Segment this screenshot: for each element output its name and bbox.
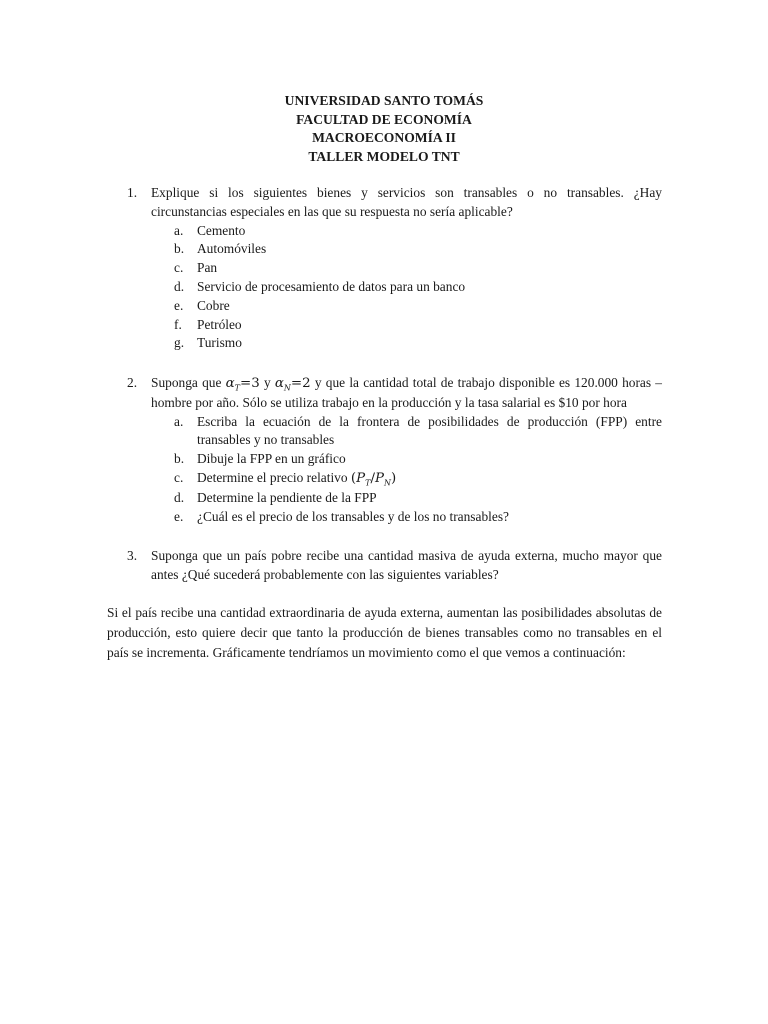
question-number: 3. [127, 548, 138, 563]
document-header [0, 92, 768, 166]
item-text: Turismo [197, 335, 242, 351]
question-number: 1. [127, 185, 138, 200]
question-2-items [174, 413, 662, 527]
item-letter: b. [174, 451, 185, 467]
item-letter: d. [174, 489, 185, 505]
price-subscript: N [384, 478, 392, 488]
text-run: y [259, 375, 275, 390]
list-item [174, 240, 662, 259]
list-item [174, 316, 662, 335]
item-text: Cemento [197, 222, 246, 238]
alpha-symbol: α [274, 376, 284, 391]
item-letter: a. [174, 222, 184, 238]
course-name: MACROECONOMÍA II [312, 130, 456, 146]
list-item [174, 278, 662, 297]
item-text: Dibuje la FPP en un gráfico [197, 451, 346, 467]
item-letter: e. [174, 508, 184, 524]
question-3 [128, 547, 662, 585]
price-symbol: P [375, 470, 385, 486]
question-text: Explique si los siguientes bienes y servicios son transables o no transables. ¿Hay circunstancias especiales en las que su respuesta no sería aplicable? [151, 185, 662, 219]
price-symbol: P [356, 470, 366, 486]
item-letter: b. [174, 241, 185, 257]
item-text: Servicio de procesamiento de datos para un banco [197, 278, 466, 294]
paren: ) [391, 470, 397, 486]
list-item [174, 297, 662, 316]
faculty-name: FACULTAD DE ECONOMÍA [296, 111, 472, 127]
list-item [174, 222, 662, 241]
item-letter: f. [174, 316, 182, 332]
alpha-n-formula [275, 376, 311, 391]
item-letter: a. [174, 413, 184, 429]
item-text: Determine el precio relativo [197, 469, 351, 485]
question-number: 2. [127, 375, 138, 390]
item-letter: e. [174, 297, 184, 313]
item-letter: d. [174, 278, 185, 294]
list-item [174, 469, 662, 489]
item-text: Escriba la ecuación de la frontera de posibilidades de producción (FPP) entre transables y no transables [197, 413, 662, 448]
price-subscript: T [365, 478, 371, 488]
question-1-items [174, 222, 662, 354]
slash: / [370, 470, 376, 486]
item-letter: c. [174, 469, 184, 485]
paren: ( [350, 470, 357, 486]
item-text: Pan [197, 260, 218, 276]
question-1 [128, 184, 662, 353]
alpha-value: =3 [240, 376, 260, 391]
workshop-title: TALLER MODELO TNT [308, 148, 460, 164]
item-text: Automóviles [197, 241, 267, 257]
list-item [174, 508, 662, 527]
alpha-subscript: T [234, 383, 241, 393]
relative-price-formula [351, 471, 396, 486]
question-2 [128, 374, 662, 526]
item-text: Petróleo [197, 316, 242, 332]
item-text: Determine la pendiente de la FPP [197, 489, 377, 505]
alpha-value: =2 [290, 376, 311, 391]
text-run: Suponga que [151, 375, 226, 390]
alpha-symbol: α [225, 376, 235, 391]
alpha-t-formula [226, 376, 260, 391]
item-text: Cobre [197, 297, 230, 313]
question-text: Suponga que un país pobre recibe una cantidad masiva de ayuda externa, mucho mayor que antes ¿Qué sucederá probablemente con las siguientes variables? [151, 548, 662, 582]
question-text [151, 374, 662, 413]
item-text: ¿Cuál es el precio de los transables y de los no transables? [197, 508, 509, 524]
list-item [174, 489, 662, 508]
university-name: UNIVERSIDAD SANTO TOMÁS [284, 93, 484, 108]
list-item [174, 450, 662, 469]
text-run: y que la cantidad total de trabajo disponible es 120.000 horas – hombre por año. Sólo se utiliza trabajo en la producción y la tasa salarial es $10 por hora [151, 375, 662, 410]
item-letter: g. [174, 335, 185, 351]
alpha-subscript: N [283, 383, 291, 393]
item-letter: c. [174, 260, 184, 276]
list-item [174, 334, 662, 353]
list-item [174, 259, 662, 278]
answer-paragraph: Si el país recibe una cantidad extraordinaria de ayuda externa, aumentan las posibilidades absolutas de producción, esto quiere decir que tanto la producción de bienes transables como no transables en el país se incrementa. Gráficamente tendríamos un movimiento como el que vemos a continuación: [107, 605, 662, 660]
list-item [174, 413, 662, 451]
